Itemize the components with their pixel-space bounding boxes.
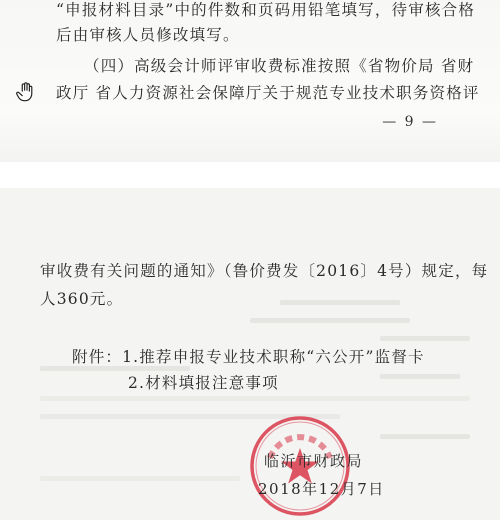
text-line-1: “申报材料目录”中的件数和页码用铅笔填写，待审核合格 [56, 1, 476, 19]
bleed-through [380, 336, 470, 341]
bleed-through [380, 434, 470, 439]
page-gap [0, 162, 500, 188]
text-line-6: 人360元。 [40, 290, 124, 308]
text-line-5: 审收费有关问题的通知》（鲁价费发〔2016〕4号）规定，每 [40, 262, 489, 280]
bleed-through [250, 318, 410, 323]
bleed-through [40, 396, 470, 401]
hand-cursor-icon [14, 81, 36, 103]
bleed-through [380, 374, 460, 379]
text-line-2: 后由审核人员修改填写。 [56, 26, 240, 44]
signature-org: 临沂市财政局 [264, 452, 364, 470]
signature-date: 2018年12月7日 [258, 480, 385, 498]
text-line-4: 政厅 省人力资源社会保障厅关于规范专业技术职务资格评 [56, 84, 480, 102]
attachment-line-2: 2.材料填报注意事项 [128, 374, 279, 392]
attachment-line-1: 附件：1.推荐申报专业技术职称“六公开”监督卡 [72, 348, 425, 366]
text-line-3: （四）高级会计师评审收费标准按照《省物价局 省财 [84, 57, 475, 75]
document-page-top [0, 0, 500, 162]
bleed-through [40, 476, 240, 481]
page-number: — 9 — [382, 114, 438, 130]
bleed-through [280, 300, 400, 305]
